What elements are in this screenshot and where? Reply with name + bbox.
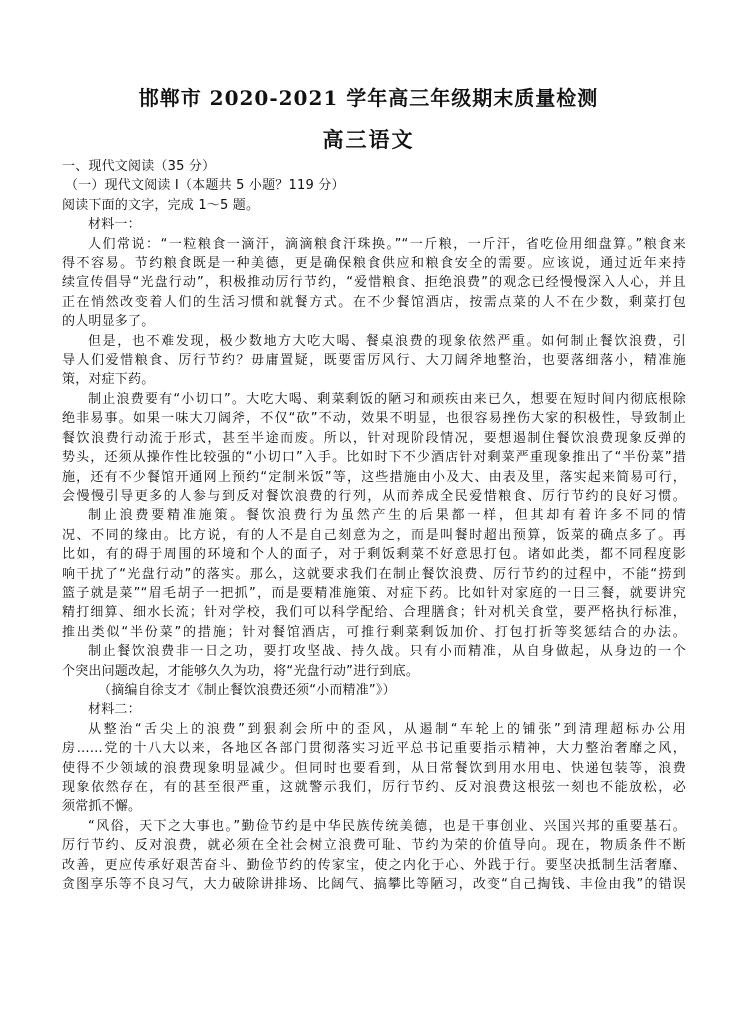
text-line: 势头，还须从操作性比较强的“小切口”入手。比如时下不少酒店针对剩菜严重现象推出了“半份菜”措 bbox=[62, 450, 686, 466]
text-line: 策，对症下药。 bbox=[62, 372, 155, 388]
text-line: （一）现代文阅读 I（本题共 5 小题？119 分） bbox=[65, 178, 345, 194]
subject-title: 高三语文 bbox=[322, 127, 415, 152]
text-line: 制止浪费要精准施策。餐饮浪费行为虽然产生的后果都一样，但其却有着许多不同的情 bbox=[88, 508, 686, 524]
text-line: 贪图享乐等不良习气，大力破除讲排场、比阔气、搞攀比等陋习，改变“自己掏钱、丰俭由我”的错误 bbox=[62, 877, 686, 893]
text-line: 材料二： bbox=[88, 702, 141, 718]
text-line: 使得不少领域的浪费现象明显减少。但同时也要看到，从日常餐饮到用水用电、快递包装等，浪费 bbox=[62, 760, 686, 776]
text-line: 精打细算、细水长流；针对学校，我们可以科学配给、合理膳食；针对机关食堂，要严格执行标准， bbox=[62, 605, 686, 621]
text-line: 个突出问题改起，才能够久久为功，将“光盘行动”进行到底。 bbox=[62, 663, 420, 679]
text-line: 房……党的十八大以来，各地区各部门贯彻落实习近平总书记重要指示精神，大力整治奢靡之风， bbox=[62, 741, 686, 757]
document-title: 邯郸市 2020-2021 学年高三年级期末质量检测 bbox=[138, 86, 599, 110]
text-line: 绝非易事。如果一味大刀阔斧，不仅“砍”不动，效果不明显，也很容易挫伤大家的积极性，导致制止 bbox=[62, 411, 686, 427]
text-line: 一、现代文阅读（35 分） bbox=[62, 159, 216, 174]
text-line: “风俗，天下之大事也。”勤俭节约是中华民族传统美德，也是干事创业、兴国兴邦的重要基石。 bbox=[88, 818, 686, 834]
document-body bbox=[62, 157, 686, 894]
text-line: 制止餐饮浪费非一日之功，要打攻坚战、持久战。只有小而精准，从自身做起，从身边的一个 bbox=[88, 644, 686, 660]
text-line: 的人明显多了。 bbox=[62, 314, 155, 330]
text-line: 阅读下面的文字，完成 1～5 题。 bbox=[62, 197, 260, 213]
text-line: 人们常说：“一粒粮食一滴汗，滴滴粮食汗珠换。”“一斤粮，一斤汗，省吃俭用细盘算。”粮食来 bbox=[88, 236, 686, 252]
text-line: 施，还有不少餐馆开通网上预约“定制米饭”等，这些措施由小及大、由表及里，落实起来简易可行， bbox=[62, 469, 686, 485]
text-line: 材料一： bbox=[88, 217, 141, 233]
text-line: 况、不同的缘由。比方说，有的人不是自己刻意为之，而是叫餐时超出预算，饭菜的确点多了。再 bbox=[62, 527, 686, 543]
text-line: （摘编自徐支才《制止餐饮浪费还须“小而精准”》） bbox=[98, 682, 396, 698]
text-line: 改善，更应传承好艰苦奋斗、勤俭节约的传家宝，使之内化于心、外践于行。要坚决抵制生活奢靡、 bbox=[62, 857, 686, 873]
text-line: 会慢慢引导更多的人参与到反对餐饮浪费的行列，从而养成全民爱惜粮食、厉行节约的良好习惯。 bbox=[62, 488, 686, 504]
text-line: 须常抓不懈。 bbox=[62, 799, 142, 815]
text-line: 但是，也不难发现，极少数地方大吃大喝、餐桌浪费的现象依然严重。如何制止餐饮浪费，引 bbox=[88, 333, 686, 349]
text-line: 得不容易。节约粮食既是一种美德，更是确保粮食供应和粮食安全的需要。应该说，通过近年来持 bbox=[62, 256, 686, 272]
text-line: 厉行节约、反对浪费，就必须在全社会树立浪费可耻、节约为荣的价值导向。现在，物质条件不断 bbox=[62, 838, 686, 854]
text-line: 现象依然存在，有的甚至很严重，这就警示我们，厉行节约、反对浪费这根弦一刻也不能放松，必 bbox=[62, 780, 686, 795]
text-line: 比如，有的碍于周围的环境和个人的面子，对于剩饭剩菜不好意思打包。诸如此类，都不同程度影 bbox=[62, 547, 686, 563]
text-line: 响干扰了“光盘行动”的落实。那么，这就要求我们在制止餐饮浪费、厉行节约的过程中，不能“捞到 bbox=[62, 566, 686, 582]
text-line: 推出类似“半份菜”的措施；针对餐馆酒店，可推行剩菜剩饭加价、打包打折等奖惩结合的办法。 bbox=[62, 624, 686, 640]
text-line: 制止浪费要有“小切口”。大吃大喝、剩菜剩饭的陋习和顽疾由来已久，想要在短时间内彻底根除 bbox=[88, 391, 686, 407]
text-line: 篮子就是菜”“眉毛胡子一把抓”，而是要精准施策、对症下药。比如针对家庭的一日三餐，就要讲究 bbox=[62, 585, 686, 601]
text-line: 餐饮浪费行动流于形式，甚至半途而废。所以，针对现阶段情况，要想遏制住餐饮浪费现象反弹的 bbox=[62, 430, 686, 446]
text-line: 续宣传倡导“光盘行动”，积极推动厉行节约，“爱惜粮食、拒绝浪费”的观念已经慢慢深入人心，并且 bbox=[62, 275, 686, 291]
text-line: 正在悄然改变着人们的生活习惯和就餐方式。在不少餐馆酒店，按需点菜的人不在少数，剩菜打包 bbox=[62, 294, 686, 310]
text-line: 导人们爱惜粮食、厉行节约？毋庸置疑，既要雷厉风行、大刀阔斧地整治，也要落细落小，精准施 bbox=[62, 353, 686, 369]
text-line: 从整治“舌尖上的浪费”到狠刹会所中的歪风，从遏制“车轮上的铺张”到清理超标办公用 bbox=[88, 721, 686, 737]
